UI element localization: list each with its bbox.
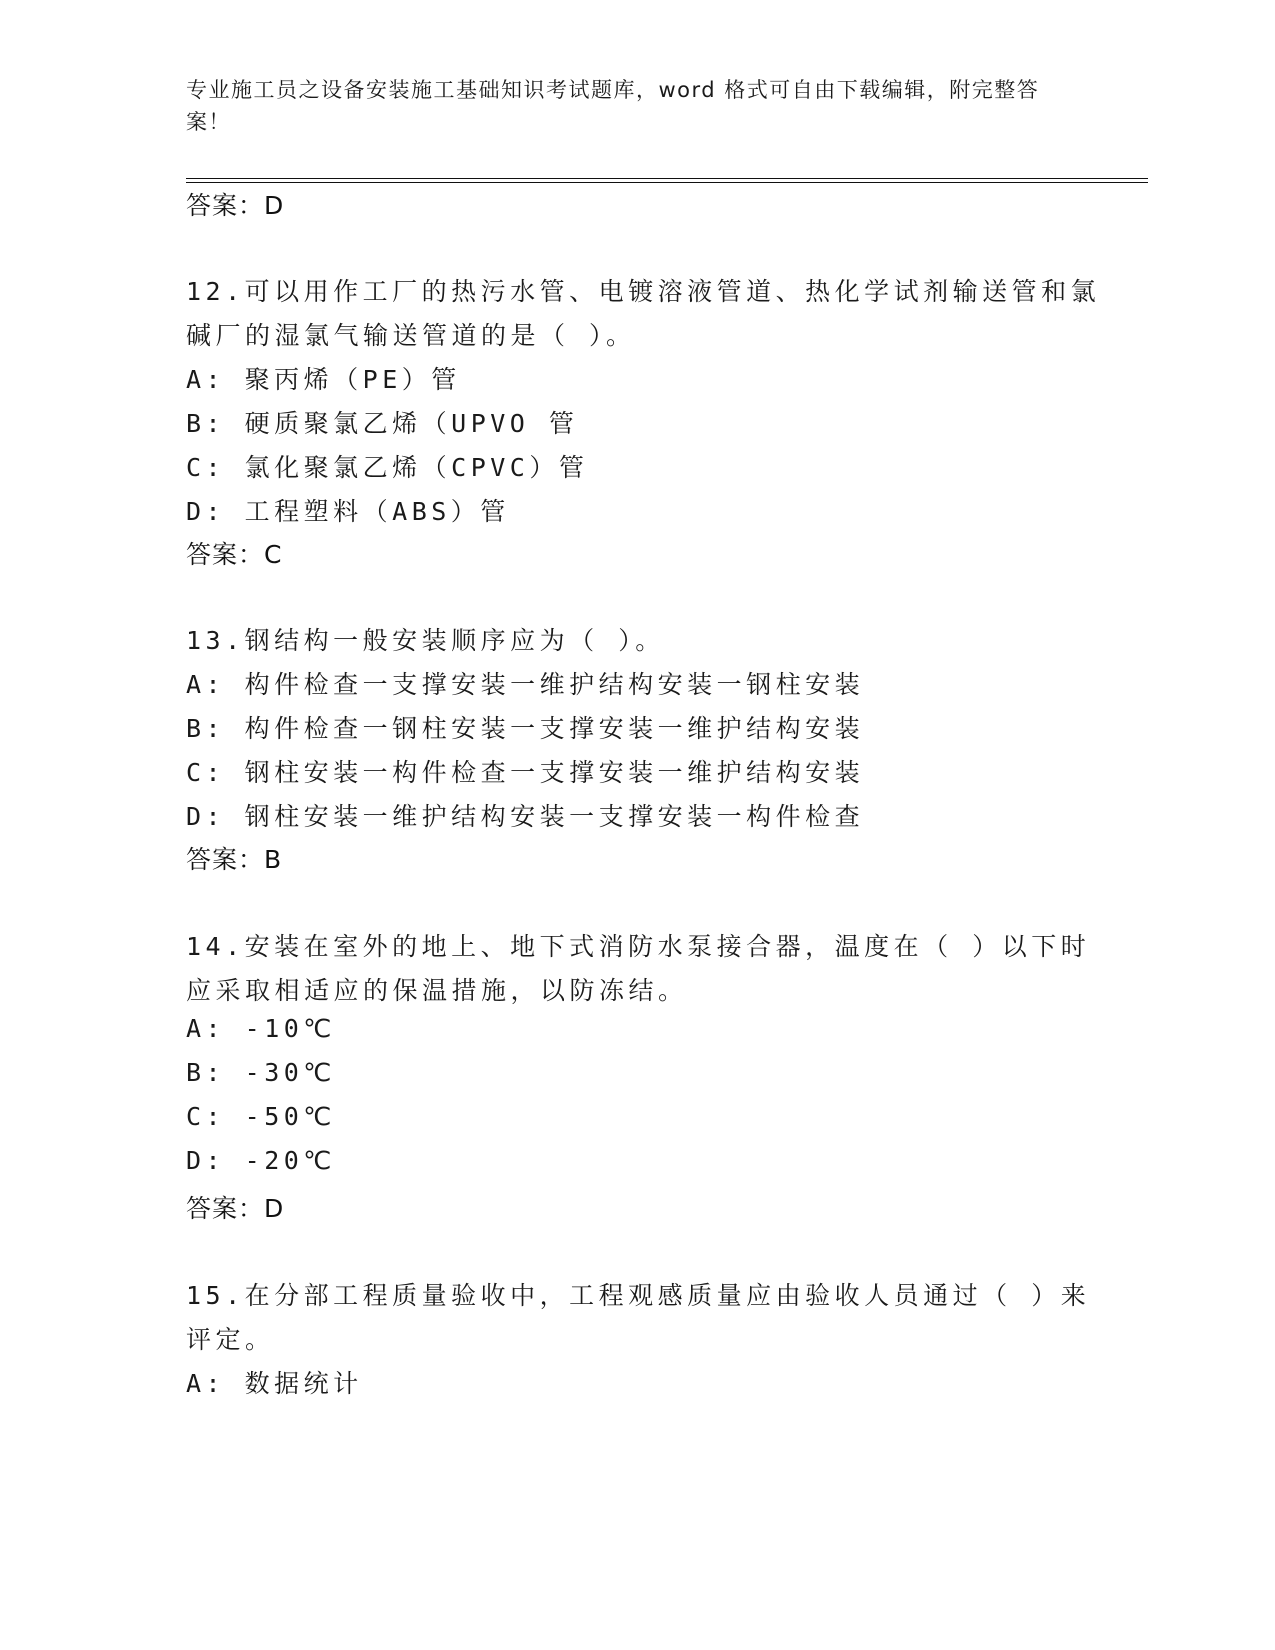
question-12-option-d: D: 工程塑料（ABS）管 <box>186 497 510 526</box>
question-14-option-d: D: -20℃ <box>186 1146 336 1175</box>
question-13-stem-line-1: 13.钢结构一般安装顺序应为（ ）。 <box>186 626 665 655</box>
question-12-option-b: B: 硬质聚氯乙烯（UPVO 管 <box>186 409 579 438</box>
document-header: 专业施工员之设备安装施工基础知识考试题库，word 格式可自由下载编辑，附完整答案！ <box>186 78 1040 134</box>
question-12-option-c: C: 氯化聚氯乙烯（CPVC）管 <box>186 453 589 482</box>
question-15-option-a: A: 数据统计 <box>186 1369 363 1398</box>
question-15-stem-line-1: 15.在分部工程质量验收中，工程观感质量应由验收人员通过（ ）来 <box>186 1281 1091 1310</box>
question-14-option-c: C: -50℃ <box>186 1102 336 1131</box>
question-13-option-d: D: 钢柱安装一维护结构安装一支撑安装一构件检查 <box>186 802 865 831</box>
header-rule-bottom <box>186 182 1148 183</box>
question-14-stem-line-1: 14.安装在室外的地上、地下式消防水泵接合器，温度在（ ）以下时 <box>186 932 1091 961</box>
answer-previous: 答案：D <box>186 191 285 220</box>
header-rule-top <box>186 178 1148 179</box>
question-13-option-b: B: 构件检查一钢柱安装一支撑安装一维护结构安装 <box>186 714 865 743</box>
question-13-option-a: A: 构件检查一支撑安装一维护结构安装一钢柱安装 <box>186 670 865 699</box>
question-13-option-c: C: 钢柱安装一构件检查一支撑安装一维护结构安装 <box>186 758 865 787</box>
question-12-stem-line-2: 碱厂的湿氯气输送管道的是（ ）。 <box>186 321 636 350</box>
question-14-option-a: A: -10℃ <box>186 1014 336 1043</box>
question-14-answer: 答案：D <box>186 1194 285 1223</box>
question-15-stem-line-2: 评定。 <box>186 1325 275 1354</box>
question-14-option-b: B: -30℃ <box>186 1058 336 1087</box>
question-13-answer: 答案：B <box>186 845 283 874</box>
question-12-answer: 答案：C <box>186 540 283 569</box>
question-12-option-a: A: 聚丙烯（PE）管 <box>186 365 461 394</box>
question-12-stem-line-1: 12.可以用作工厂的热污水管、电镀溶液管道、热化学试剂输送管和氯 <box>186 277 1101 306</box>
question-14-stem-line-2: 应采取相适应的保温措施，以防冻结。 <box>186 976 688 1005</box>
